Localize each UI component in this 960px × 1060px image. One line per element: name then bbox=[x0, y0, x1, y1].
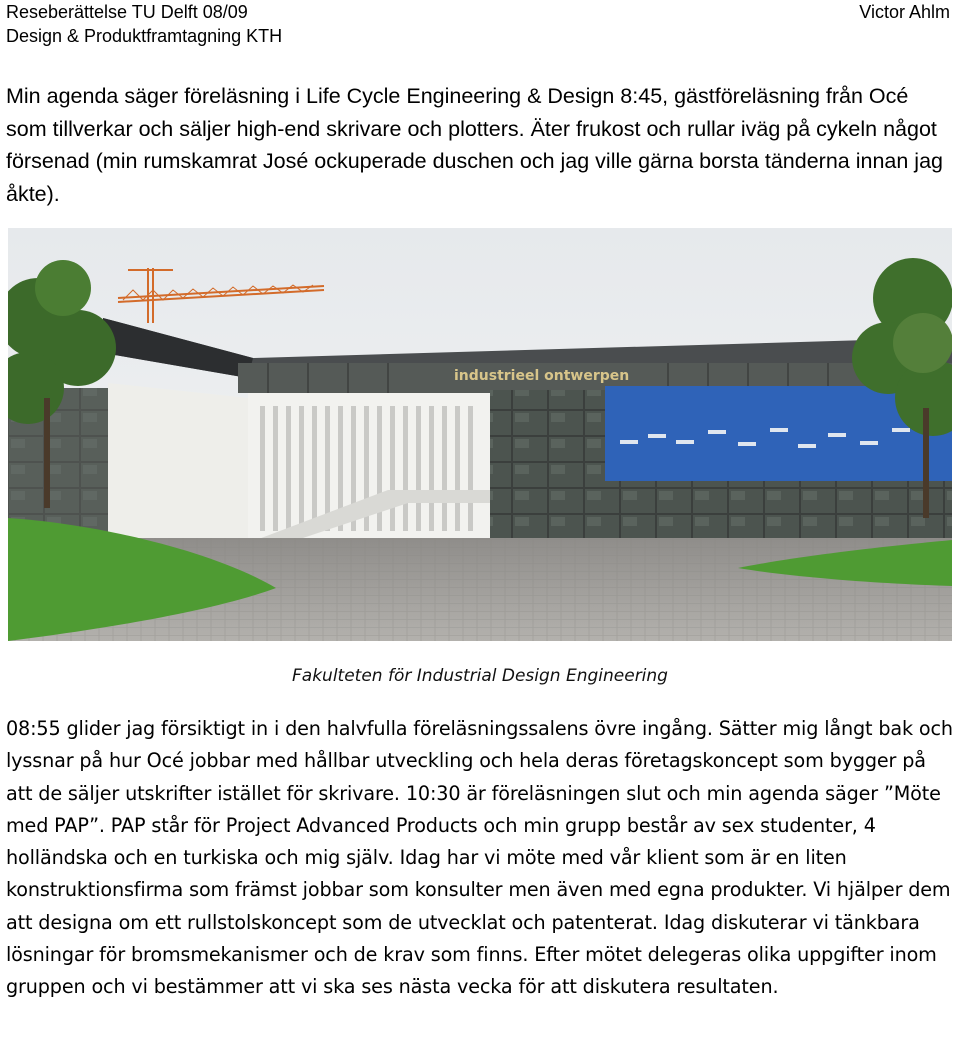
body-paragraph: 08:55 glider jag försiktigt in i den halvfulla föreläsningssalens övre ingång. Sätter mig långt bak och lyssnar på hur Océ jobbar med hållbar utveckling och hela deras företagskoncept som bygger på att de säljer utskrifter istället för skrivare. 10:30 är föreläsningen slut och min agenda säger ”Möte med PAP”. PAP står för Project Advanced Products och min grupp består av sex studenter, 4 holländska och en turkiska och mig själv. Idag har vi möte med vår klient som är en liten konstruktionsfirma som främst jobbar som konsulter men även med egna produkter. Vi hjälper dem att designa om ett rullstolskoncept som de utvecklat och patenterat. Idag diskuterar vi tänkbara lösningar för bromsmekanismer och de krav som finns. Efter mötet delegeras olika uppgifter inom gruppen och vi bestämmer att vi ska ses nästa vecka för att diskutera resultaten. bbox=[6, 717, 953, 999]
header-title-line1: Reseberättelse TU Delft 08/09 bbox=[6, 2, 248, 22]
header-title-block bbox=[6, 0, 282, 48]
white-wall-left bbox=[108, 383, 248, 543]
intro-paragraph: Min agenda säger föreläsning i Life Cycle Engineering & Design 8:45, gästföreläsning från Océ som tillverkar och säljer high-end skrivare och plotters. Äter frukost och rullar iväg på cykeln något försenad (min rumskamrat José ockuperade duschen och jag ville gärna borsta tänderna innan jag åkte). bbox=[6, 84, 943, 206]
building-sign: industrieel ontwerpen bbox=[454, 368, 630, 384]
header-author: Victor Ahlm bbox=[859, 2, 950, 22]
glass-entrance bbox=[490, 390, 605, 543]
faculty-building-photo bbox=[8, 228, 952, 641]
header-title-line2: Design & Produktframtagning KTH bbox=[6, 26, 283, 46]
photo-caption: Fakulteten för Industrial Design Engineering bbox=[292, 666, 668, 686]
